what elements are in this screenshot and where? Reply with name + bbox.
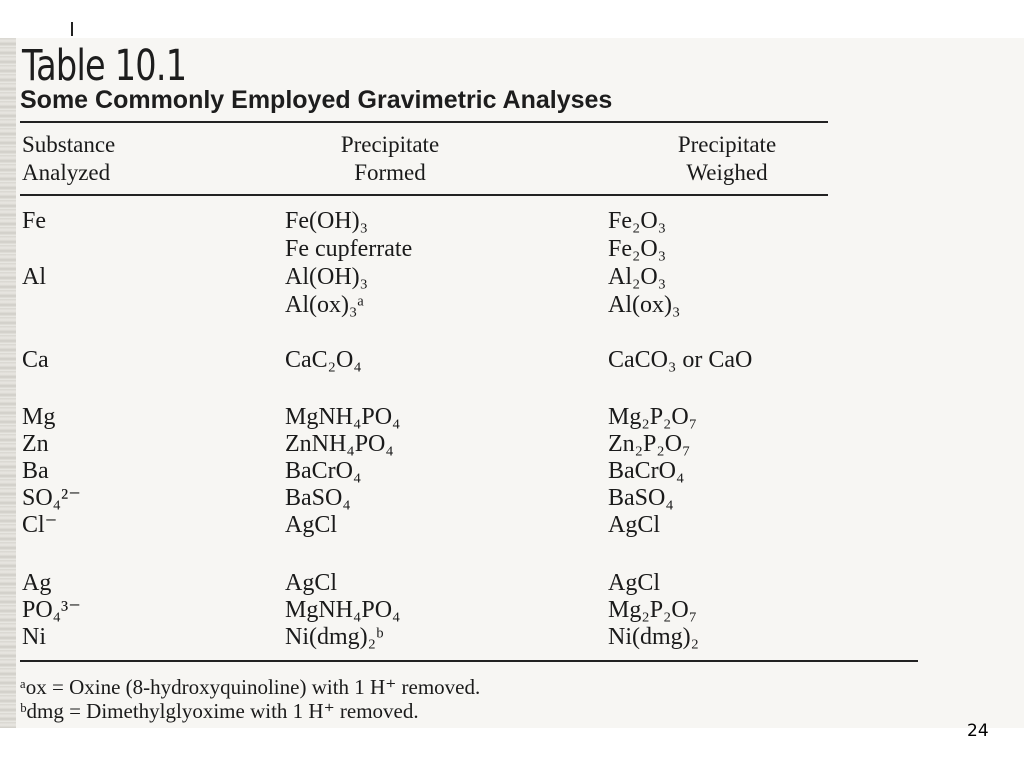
table-row	[0, 235, 1000, 263]
cell-formed: Fe cupferrate	[285, 236, 413, 262]
footnote-oxine: ᵃox = Oxine (8-hydroxyquinoline) with 1 H⁺ removed.	[20, 675, 481, 699]
cell-weighed: Al(ox)₃	[608, 292, 681, 318]
cell-weighed: Ni(dmg)₂	[608, 624, 700, 650]
footnote-dmg: ᵇdmg = Dimethylglyoxime with 1 H⁺ removed.	[20, 699, 419, 723]
cell-substance: Ag	[22, 570, 52, 596]
cell-weighed: Mg₂P₂O₇	[608, 404, 698, 430]
cell-substance: PO₄³⁻	[22, 597, 81, 623]
column-header-line: Formed	[354, 160, 426, 185]
cell-substance: Ni	[22, 624, 46, 650]
cell-weighed: BaCrO₄	[608, 458, 685, 484]
column-header-line: Weighed	[686, 160, 768, 185]
cell-weighed: Fe₂O₃	[608, 208, 667, 234]
cell-formed: ZnNH₄PO₄	[285, 431, 394, 457]
cell-substance: Al	[22, 264, 46, 290]
table-row	[0, 291, 1000, 319]
cell-substance: Zn	[22, 431, 49, 457]
cell-formed: BaCrO₄	[285, 458, 362, 484]
cell-weighed: CaCO₃ or CaO	[608, 347, 753, 373]
cell-formed: MgNH₄PO₄	[285, 404, 401, 430]
column-header-line: Precipitate	[677, 132, 777, 157]
cell-formed: Fe(OH)₃	[285, 208, 369, 234]
table-row	[0, 596, 1000, 624]
cell-weighed: Fe₂O₃	[608, 236, 667, 262]
cell-substance: SO₄²⁻	[22, 485, 81, 511]
table-row	[0, 569, 1000, 597]
page-number: 24	[967, 721, 989, 741]
cell-formed: AgCl	[285, 570, 338, 596]
cell-weighed: Al₂O₃	[608, 264, 667, 290]
table-title: Some Commonly Employed Gravimetric Analyses	[20, 86, 613, 114]
table-row	[0, 457, 1000, 485]
table-row	[0, 511, 1000, 539]
cell-formed: CaC₂O₄	[285, 347, 362, 373]
cell-formed: Ni(dmg)₂ᵇ	[285, 624, 384, 650]
table-row	[0, 430, 1000, 458]
cell-substance: Fe	[22, 208, 46, 234]
cell-formed: Al(ox)₃ᵃ	[285, 292, 364, 318]
table-row	[0, 623, 1000, 651]
cell-weighed: AgCl	[608, 570, 661, 596]
table-number: Table 10.1	[22, 41, 187, 91]
table-row	[0, 403, 1000, 431]
column-header-line: Precipitate	[340, 132, 440, 157]
cell-weighed: BaSO₄	[608, 485, 674, 511]
cell-formed: Al(OH)₃	[285, 264, 369, 290]
table-row	[0, 263, 1000, 291]
table-bottom-rule	[20, 660, 918, 662]
table-row	[0, 484, 1000, 512]
cell-substance: Cl⁻	[22, 512, 58, 538]
cell-substance: Mg	[22, 404, 56, 430]
cell-formed: MgNH₄PO₄	[285, 597, 401, 623]
cell-formed: AgCl	[285, 512, 338, 538]
table-row	[0, 207, 1000, 235]
table-row	[0, 346, 1000, 374]
cell-weighed: Mg₂P₂O₇	[608, 597, 698, 623]
cell-formed: BaSO₄	[285, 485, 351, 511]
cell-substance: Ba	[22, 458, 49, 484]
cell-weighed: Zn₂P₂O₇	[608, 431, 691, 457]
column-header-line: Analyzed	[22, 160, 111, 185]
cell-substance: Ca	[22, 347, 49, 373]
column-header-line: Substance	[22, 132, 116, 157]
cell-weighed: AgCl	[608, 512, 661, 538]
